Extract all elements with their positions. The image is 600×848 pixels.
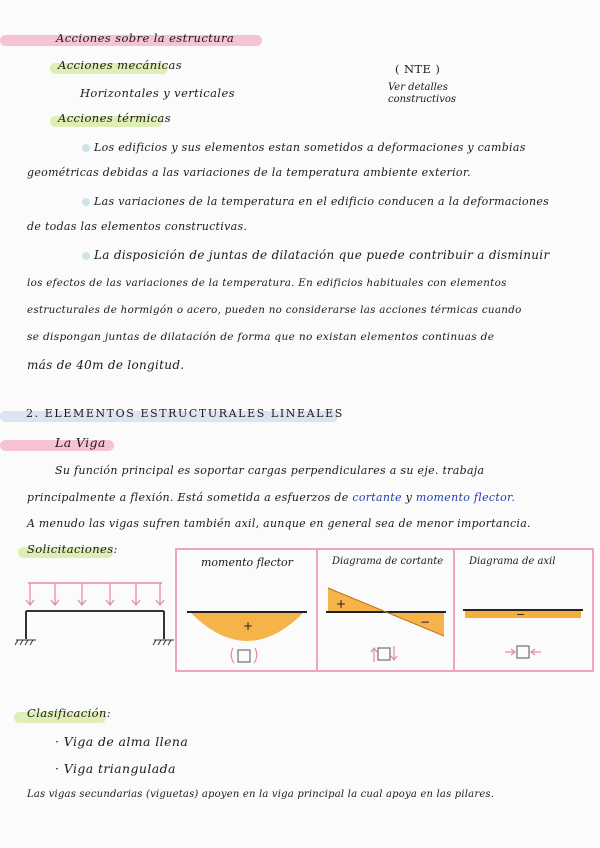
momento-flector-cell (177, 550, 316, 670)
clasificacion-item-1: · Viga de alma llena (55, 734, 189, 749)
rotation-icon (231, 648, 257, 663)
heading-solicitaciones: Solicitaciones: (27, 542, 118, 556)
sign-minus: − (420, 615, 431, 629)
nte-label: ( NTE ) (395, 62, 441, 76)
termicas-p2-line2: de todas las elementos constructivas. (27, 220, 248, 233)
sign-plus: + (336, 597, 347, 611)
term-momento-flector: momento flector. (415, 491, 516, 504)
momento-flector-title: momento flector (201, 556, 293, 569)
axil-diagram (461, 600, 585, 666)
heading-clasificacion: Clasificación: (27, 706, 112, 720)
solicitaciones-diagrams (175, 548, 594, 672)
term-cortante: cortante (352, 491, 402, 504)
heading-la-viga: La Viga (55, 435, 106, 450)
mecanicas-text: Horizontales y verticales (80, 86, 235, 100)
sign-plus: + (243, 619, 254, 633)
termicas-p1-line1: Los edificios y sus elementos estan sometidos a deformaciones y cambias (82, 135, 526, 161)
page-title: Acciones sobre la estructura (56, 31, 235, 45)
axial-icon (505, 646, 541, 658)
termicas-p1-line2: geométricas debidas a las variaciones de la temperatura ambiente exterior. (27, 166, 471, 179)
termicas-p3-line4: se dispongan juntas de dilatación de forma que no existan elementos continuas de (27, 331, 495, 343)
loaded-frame-diagram (10, 575, 175, 650)
bullet-dot-icon (82, 252, 90, 260)
termicas-p3-line2: los efectos de las variaciones de la temperatura. En edificios habituales con elementos (27, 277, 507, 289)
termicas-p3-line3: estructurales de hormigón o acero, pueden no considerarse las acciones térmicas cuando (27, 304, 522, 316)
axil-cell (455, 550, 592, 670)
section-title: 2. ELEMENTOS ESTRUCTURALES LINEALES (26, 407, 344, 420)
termicas-p2-line1: Las variaciones de la temperatura en el edificio conducen a la deformaciones (82, 189, 549, 215)
bullet-dot-icon (82, 144, 90, 152)
bullet-dot-icon (82, 198, 90, 206)
cortante-title: Diagrama de cortante (332, 556, 444, 567)
termicas-p3-line1: La disposición de juntas de dilatación que puede contribuir a disminuir (82, 242, 549, 268)
heading-acciones-termicas: Acciones térmicas (58, 111, 172, 125)
termicas-p3-line5: más de 40m de longitud. (27, 358, 185, 372)
axil-title: Diagrama de axil (469, 556, 556, 567)
clasificacion-footer: Las vigas secundarias (viguetas) apoyen en la viga principal la cual apoya en las pilares. (27, 789, 495, 800)
viga-line1: Su función principal es soportar cargas perpendiculares a su eje. trabaja (55, 464, 485, 477)
nte-note-1: Ver detalles (388, 82, 448, 93)
viga-line3: A menudo las vigas sufren también axil, aunque en general sea de menor importancia. (27, 517, 531, 530)
cortante-diagram (324, 582, 448, 666)
nte-note-2: constructivos (388, 94, 457, 105)
shear-icon (371, 646, 397, 662)
cortante-cell (318, 550, 453, 670)
viga-line2: principalmente a flexión. Está sometida a esfuerzos de cortante y momento flector. (27, 491, 516, 504)
heading-acciones-mecanicas: Acciones mecánicas (58, 58, 183, 72)
clasificacion-item-2: · Viga triangulada (55, 761, 176, 776)
sign-minus: − (516, 608, 526, 621)
momento-flector-diagram (185, 590, 309, 666)
